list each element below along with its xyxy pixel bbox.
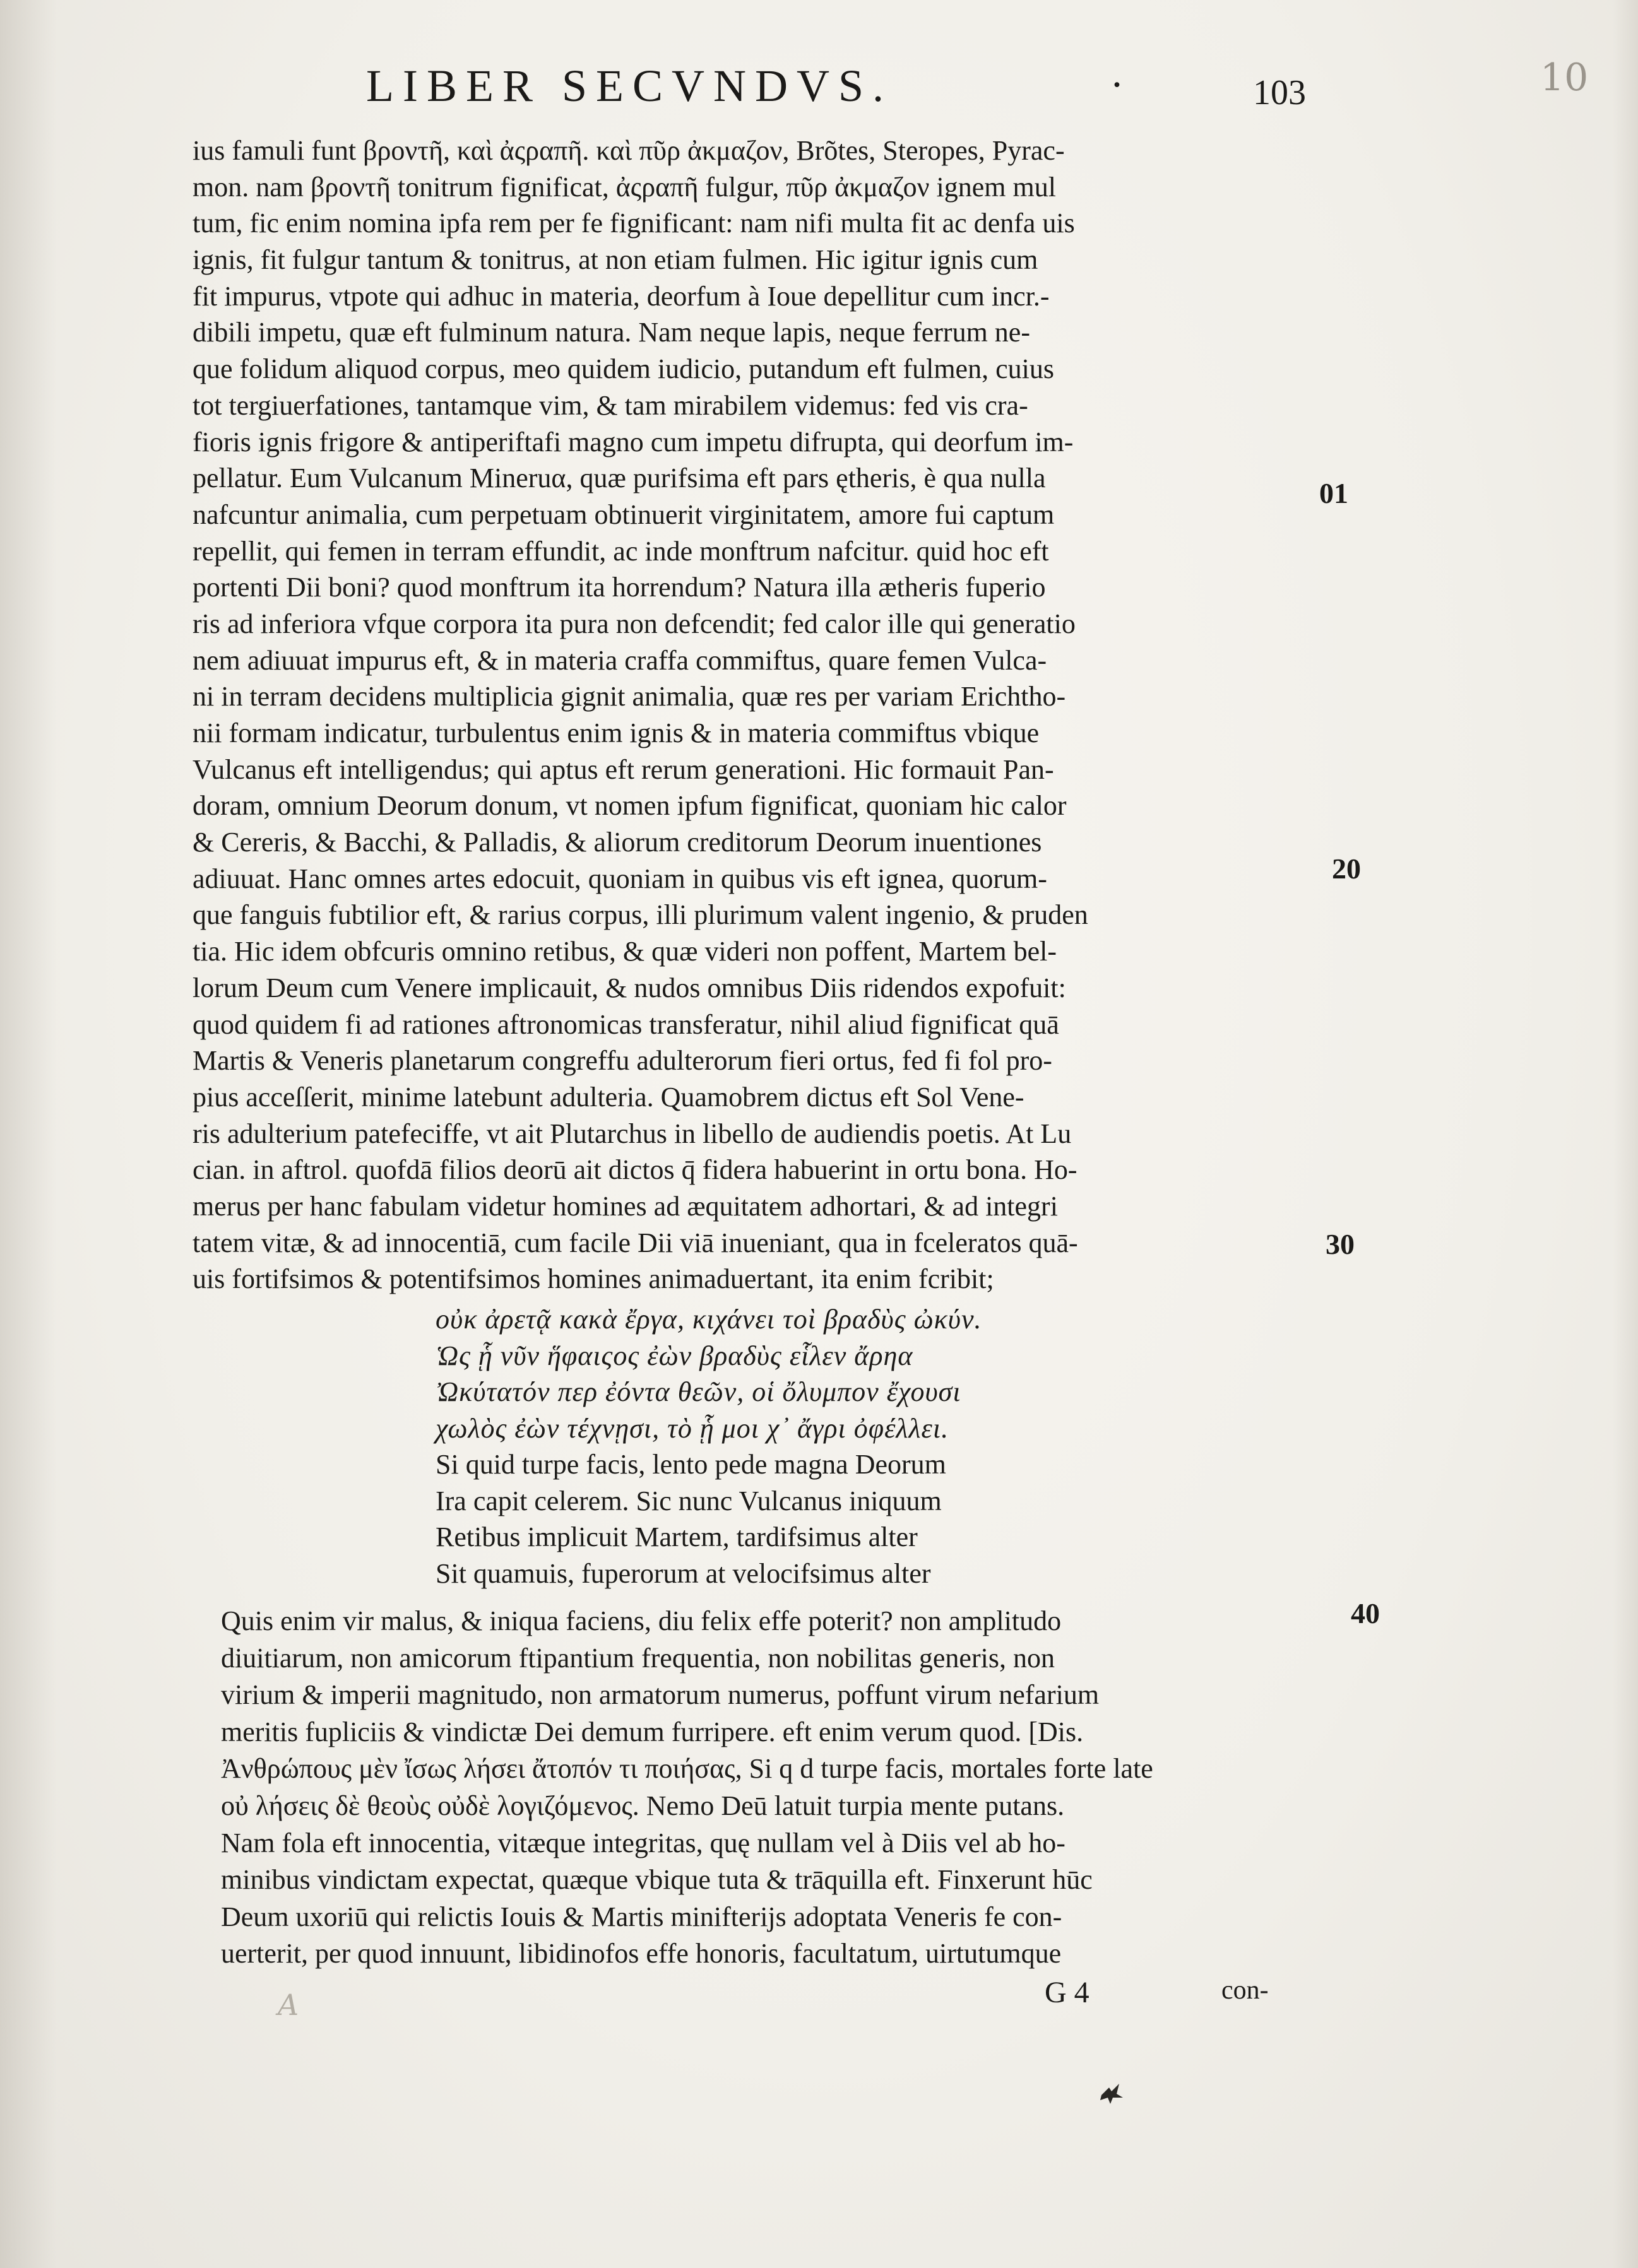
- text-line: fit impurus, vtpote qui adhuc in materia, deorfum à Ioue depellitur cum incr.-: [193, 280, 1050, 312]
- greek-verse-line: χωλὸς ἐὼν τέχνῃσι, τὸ ᾗ μοι χ᾽ ἄγρι ὀφέλλει.: [436, 1412, 949, 1444]
- ink-blot-icon: [1095, 2076, 1127, 2108]
- text-line: portenti Dii boni? quod monftrum ita horrendum? Natura illa ætheris fuperio: [193, 572, 1046, 603]
- latin-verse-line: Sit quamuis, fuperorum at velocifsimus alter: [436, 1557, 931, 1589]
- text-line: ignis, fit fulgur tantum & tonitrus, at non etiam fulmen. Hic igitur ignis cum: [193, 244, 1038, 276]
- text-line: pius acceſſerit, minime latebunt adulteria. Quamobrem dictus eft Sol Vene-: [193, 1081, 1024, 1113]
- verse-block: [436, 1301, 1256, 1592]
- greek-verse-line: Ὡς ᾗ νῦν ἥφαιςος ἐὼν βραδὺς εἷλεν ἄρηα: [436, 1340, 913, 1371]
- text-line: οὐ λήσεις δὲ θεοὺς οὐδὲ λογιζόμενος. Nemo Deū latuit turpia mente putans.: [221, 1790, 1065, 1821]
- main-text-block: [193, 133, 1329, 1297]
- text-line: nem adiuuat impurus eft, & in materia craffa commiftus, quare femen Vulca-: [193, 644, 1047, 676]
- text-line: lorum Deum cum Venere implicauit, & nudos omnibus Diis ridendos expofuit:: [193, 972, 1066, 1003]
- text-line: ni in terram decidens multiplicia gignit animalia, quæ res per variam Erichtho-: [193, 681, 1066, 712]
- page-edge-shadow: [1613, 0, 1638, 2268]
- page-number: 103: [1253, 73, 1306, 112]
- text-line: doram, omnium Deorum donum, vt nomen ipfum fignificat, quoniam hic calor: [193, 790, 1067, 822]
- text-line: tatem vitæ, & ad innocentiā, cum facile Dii viā inueniant, qua in fceleratos quā-: [193, 1227, 1078, 1258]
- text-line: adiuuat. Hanc omnes artes edocuit, quoniam in quibus vis eft ignea, quorum-: [193, 863, 1047, 894]
- text-line: pellatur. Eum Vulcanum Mineruα, quæ purifsima eft pars ętheris, è qua nulla: [193, 463, 1046, 494]
- text-line: repellit, qui femen in terram effundit, ac inde monftrum nafcitur. quid hoc eft: [193, 535, 1049, 567]
- text-line: uis fortifsimos & potentifsimos homines animaduertant, ita enim fcribit;: [193, 1263, 994, 1295]
- greek-verse-line: Ὠκύτατόν περ ἐόντα θεῶν, οἱ ὄλυμπον ἔχουσι: [436, 1376, 961, 1407]
- margin-line-number-30: 30: [1326, 1228, 1355, 1260]
- text-line: cian. in aftrol. quofdā filios deorū ait dictos q̄ fidera habuerint in ortu bona. Ho-: [193, 1154, 1077, 1186]
- text-line: nii formam indicatur, turbulentus enim ignis & in materia commiftus vbique: [193, 718, 1040, 748]
- text-line: virium & imperii magnitudo, non armatorum numerus, poffunt virum nefarium: [221, 1679, 1100, 1711]
- text-line: uerterit, per quod innuunt, libidinofos effe honoris, facultatum, uirtutumque: [221, 1938, 1062, 1970]
- text-line: Ἀνθρώπους μὲν ἴσως λήσει ἄτοπόν τι ποιήσας, Si q d turpe facis, mortales forte late: [221, 1753, 1153, 1785]
- text-line: Quis enim vir malus, & iniqua faciens, diu felix effe poterit? non amplitudo: [221, 1605, 1062, 1636]
- latin-verse-line: Si quid turpe facis, lento pede magna Deorum: [436, 1449, 946, 1480]
- text-line: Deum uxoriū qui relictis Iouis & Martis minifterijs adoptata Veneris fe con-: [221, 1901, 1062, 1932]
- text-line: minibus vindictam expectat, quæque vbique tuta & trāquilla eft. Finxerunt hūc: [221, 1864, 1093, 1896]
- text-line: dibili impetu, quæ eft fulminum natura. Nam neque lapis, neque ferrum ne-: [193, 317, 1030, 348]
- running-title: LIBER SECVNDVS.: [366, 61, 893, 111]
- text-line: que fanguis fubtilior eft, & rarius corpus, illi plurimum valent ingenio, & pruden: [193, 899, 1088, 931]
- text-line: que folidum aliquod corpus, meo quidem iudicio, putandum eft fulmen, cuius: [193, 353, 1054, 385]
- text-line: diuitiarum, non amicorum ftipantium frequentia, non nobilitas generis, non: [221, 1642, 1055, 1674]
- header-mark: ·: [1111, 63, 1124, 107]
- margin-line-number-20: 20: [1332, 853, 1361, 885]
- margin-line-number-10: 01: [1319, 477, 1348, 509]
- corner-fragment: 10: [1540, 56, 1589, 100]
- text-line: Nam fola eft innocentia, vitæque integritas, quę nullam vel à Diis vel ab ho-: [221, 1827, 1065, 1858]
- text-line: & Cereris, & Bacchi, & Palladis, & aliorum creditorum Deorum inuentiones: [193, 827, 1042, 858]
- latin-verse-line: Retibus implicuit Martem, tardifsimus alter: [436, 1521, 918, 1552]
- text-line: nafcuntur animalia, cum perpetuam obtinuerit virginitatem, amore fui captum: [193, 499, 1055, 530]
- text-line: ris adulterium patefeciffe, vt ait Plutarchus in libello de audiendis poetis. At Lu: [193, 1118, 1072, 1149]
- text-line: fioris ignis frigore & antiperiftafi magno cum impetu difrupta, qui deorfum im-: [193, 426, 1074, 458]
- text-line: ius famuli funt βροντῆ, καὶ ἀςραπῆ. καὶ πῦρ ἀκμαζον, Brõtes, Steropes, Pyrac-: [193, 135, 1065, 166]
- text-line: tot tergiuerfationes, tantamque vim, & tam mirabilem videmus: fed vis cra-: [193, 389, 1028, 421]
- text-line: mon. nam βροντῆ tonitrum fignificat, ἀςραπῆ fulgur, πῦρ ἀκμαζον ignem mul: [193, 171, 1056, 203]
- catchword: con-: [1221, 1976, 1269, 2005]
- faint-mark: A: [278, 1988, 299, 2022]
- text-line: merus per hanc fabulam videtur homines ad æquitatem adhortari, & ad integri: [193, 1190, 1058, 1222]
- text-line: quod quidem fi ad rationes aftronomicas transferatur, nihil aliud fignificat quā: [193, 1008, 1059, 1040]
- text-line: Martis & Veneris planetarum congreffu adulterorum fieri ortus, fed fi fol pro-: [193, 1045, 1052, 1077]
- text-line: Vulcanus eft intelligendus; qui aptus eft rerum generationi. Hic formauit Pan-: [193, 753, 1054, 785]
- latin-verse-line: Ira capit celerem. Sic nunc Vulcanus iniquum: [436, 1485, 942, 1516]
- greek-verse-line: οὐκ ἀρετᾷ κακὰ ἔργα, κιχάνει τοὶ βραδὺς ὠκύν.: [436, 1304, 982, 1335]
- signature-mark: G 4: [1045, 1976, 1089, 2009]
- text-line: tia. Hic idem obfcuris omnino retibus, & quæ videri non poffent, Martem bel-: [193, 936, 1057, 967]
- margin-line-number-40: 40: [1351, 1597, 1380, 1629]
- gutter-shadow: [0, 0, 57, 2268]
- main-text-block-continued: [221, 1603, 1344, 1973]
- text-line: meritis fupliciis & vindictæ Dei demum furripere. eft enim verum quod. [Dis.: [221, 1716, 1084, 1747]
- text-line: ris ad inferiora vfque corpora ita pura non defcendit; fed calor ille qui generatio: [193, 608, 1076, 639]
- text-line: tum, fic enim nomina ipfa rem per fe fignificant: nam nifi multa fit ac denfa uis: [193, 208, 1075, 239]
